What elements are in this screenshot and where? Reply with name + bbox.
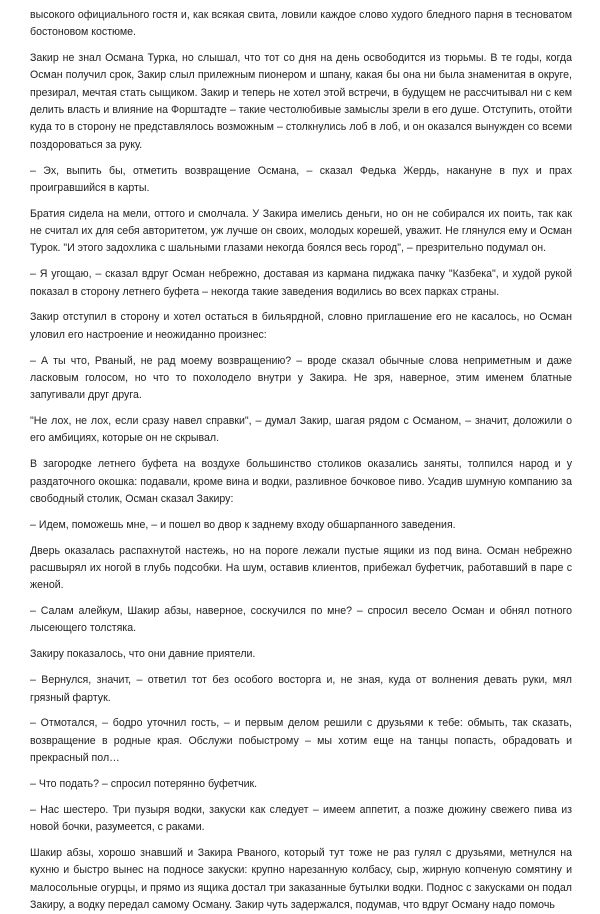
paragraph-3: – Эх, выпить бы, отметить возвращение Османа, – сказал Федька Жердь, накануне в пух и прах проигравшийся в карты. xyxy=(30,164,572,194)
paragraph-15: – Отмотался, – бодро уточнил гость, – и первым делом решили с друзьями к тебе: обмыть, так сказать, возвращение в родные края. Обслужи побыстрому – мы хотим еще на танцы попасть, обрадовать и прекрасный пол… xyxy=(30,717,572,764)
paragraph-18: Шакир абзы, хорошо знавший и Закира Рваного, который тут тоже не раз гулял с друзьями, метнулся на кухню и быстро вынес на подносе закуски: крупно нарезанную колбасу, сыр, жирную копченую сомятину и малосольные огурцы, и прямо из ящика достал три заказанные бутылки водки. Поднос с закусками он подал Закиру, а водку передал самому Осману. Закир чуть задержался, подумав, что вдруг Осману надо помочь xyxy=(30,846,572,911)
paragraph-11: Дверь оказалась распахнутой настежь, но на пороге лежали пустые ящики из под вина. Осман небрежно расшвырял их ногой в глубь подсобки. На шум, оставив клиентов, прибежал буфетчик, работавший в паре с женой. xyxy=(30,544,572,592)
paragraph-16: – Что подать? – спросил потерянно буфетчик. xyxy=(30,777,258,790)
paragraph-8: "Не лох, не лох, если сразу навел справки", – думал Закир, шагая рядом с Османом, – значит, доложили о его амбициях, которые он не скрывал. xyxy=(30,415,572,445)
paragraph-6: Закир отступил в сторону и хотел остаться в бильярдной, словно приглашение его не касалось, но Осман уловил его настроение и неожиданно произнес: xyxy=(30,311,572,341)
paragraph-14: – Вернулся, значит, – ответил тот без особого восторга и, не зная, куда от волнения девать руки, мял грязный фартук. xyxy=(30,674,572,704)
paragraph-4: Братия сидела на мели, оттого и смолчала. У Закира имелись деньги, но он не собирался их поить, так как не считал их для себя авторитетом, уж лучше он своих, молодых корешей, уважит. Не глянулся ему и Осман Турок. "И этого задохлика с шальными глазами некогда боялся весь город", – презрительно подумал он. xyxy=(30,207,572,255)
paragraph-10: – Идем, поможешь мне, – и пошел во двор к заднему входу обшарпанного заведения. xyxy=(30,518,456,531)
paragraph-1: высокого официального гостя и, как всякая свита, ловили каждое слово худого бледного парня в тесноватом бостоновом костюме. xyxy=(30,9,572,39)
paragraph-2: Закир не знал Османа Турка, но слышал, что тот со дня на день освободится из тюрьмы. В те годы, когда Осман получил срок, Закир слыл прилежным пионером и шпану, какая бы она ни была знаменитая в округе, презирал, мечтая стать сыщиком. Закир и теперь не хотел этой встречи, в будущем не рассчитывал ни с кем делить власть и влияние на Форштадте – такие честолюбивые замыслы зрели в его душе. Отступить, отойти куда то в сторону не представлялось возможным – столкнулись лоб в лоб, и он оказался вынужден со всеми поздороваться за руку. xyxy=(30,52,572,151)
paragraph-7: – А ты что, Рваный, не рад моему возвращению? – вроде сказал обычные слова неприметным и даже ласковым голосом, но что то похолодело внутри у Закира. Не зря, наверное, этим именем блатные запугивали друг друга. xyxy=(30,354,572,402)
paragraph-5: – Я угощаю, – сказал вдруг Осман небрежно, доставая из кармана пиджака пачку "Казбека", и худой рукой показал в сторону летнего буфета – некогда такие заведения водились во всех парках страны. xyxy=(30,268,572,298)
paragraph-17: – Нас шестеро. Три пузыря водки, закуски как следует – имеем аппетит, а позже дюжину свежего пива из новой бочки, разумеется, с раками. xyxy=(30,803,572,834)
paragraph-13: Закиру показалось, что они давние приятели. xyxy=(30,648,256,661)
paragraph-9: В загородке летнего буфета на воздухе большинство столиков оказались заняты, толпился народ и у раздаточного окошка: подавали, кроме вина и водки, разливное бочковое пиво. Усадив шумную компанию за свободный столик, Осман сказал Закиру: xyxy=(30,458,572,505)
paragraph-12: – Салам алейкум, Шакир абзы, наверное, соскучился по мне? – спросил весело Осман и обнял потного лысеющего толстяка. xyxy=(30,605,572,635)
